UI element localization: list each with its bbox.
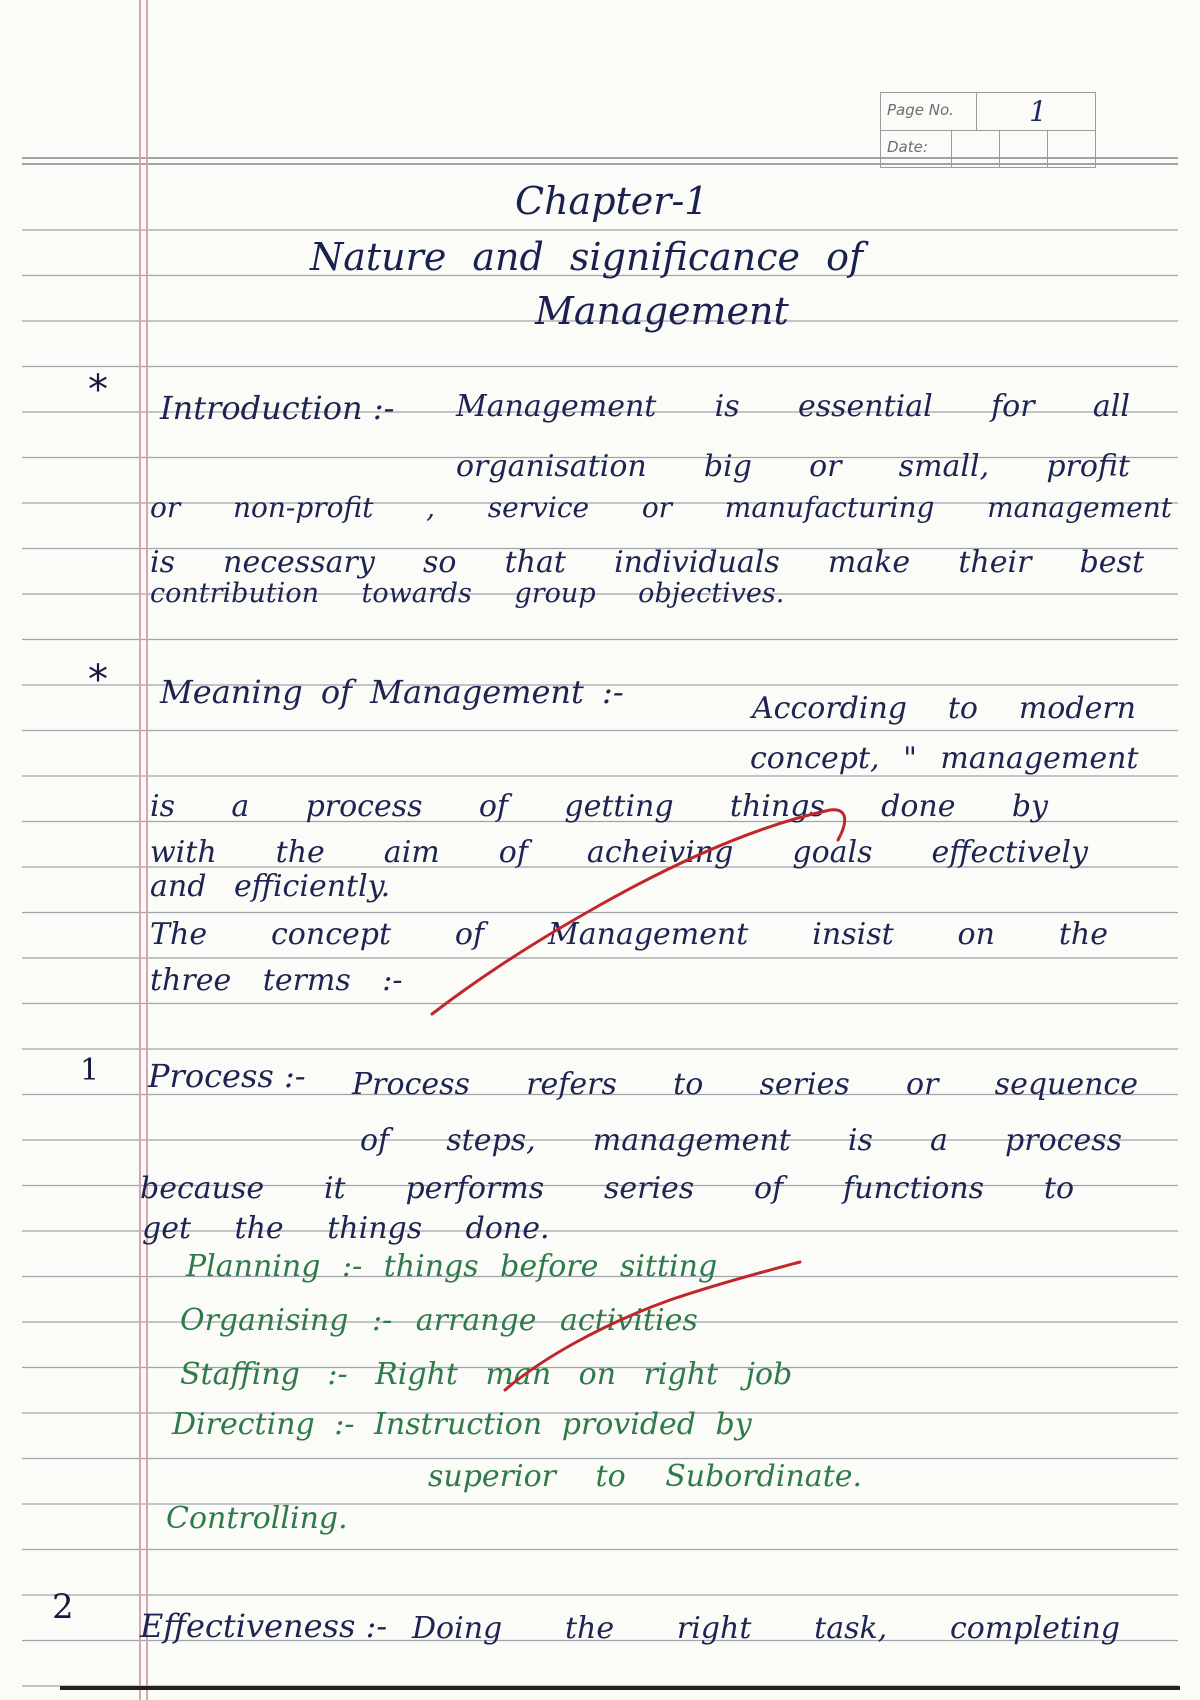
function-controlling: Controlling. <box>166 1501 348 1536</box>
meaning-line-3: is a process of getting things done by <box>150 789 1048 824</box>
point-1-number: 1 <box>80 1053 100 1088</box>
meaning-line-4: with the aim of acheiving goals effectively <box>150 835 1088 870</box>
introduction-line-1: Management is essential for all <box>456 389 1130 424</box>
page-no-label: Page No. <box>887 101 954 119</box>
point-1-line-1: Process refers to series or sequence <box>352 1067 1138 1102</box>
page-number-box <box>880 92 1096 168</box>
point-2-label: Effectiveness :- <box>140 1607 388 1645</box>
introduction-line-4: is necessary so that individuals make their best <box>150 545 1144 580</box>
introduction-line-3: or non-profit , service or manufacturing management <box>150 491 1172 524</box>
point-1-line-4: get the things done. <box>142 1211 550 1246</box>
introduction-label: Introduction :- <box>160 389 395 427</box>
meaning-line-7: three terms :- <box>150 963 403 998</box>
chapter-title-line1: Nature and significance of <box>310 235 864 279</box>
chapter-title-line2: Management <box>535 289 789 333</box>
bullet-star-introduction: * <box>88 367 108 413</box>
meaning-line-6: The concept of Management insist on the <box>150 917 1108 952</box>
meaning-line-1: According to modern <box>752 691 1136 726</box>
chapter-heading: Chapter-1 <box>515 179 709 223</box>
meaning-label: Meaning of Management :- <box>160 673 624 711</box>
meaning-line-5: and efficiently. <box>150 869 391 904</box>
bullet-star-meaning: * <box>88 657 108 703</box>
function-planning: Planning :- things before sitting <box>186 1249 718 1284</box>
introduction-line-5: contribution towards group objectives. <box>150 578 785 609</box>
date-label: Date: <box>887 138 928 156</box>
point-2-line-1: Doing the right task, completing <box>412 1611 1120 1646</box>
function-organising: Organising :- arrange activities <box>180 1303 698 1338</box>
page-no-value: 1 <box>1029 95 1047 128</box>
point-1-line-3: because it performs series of functions to <box>140 1171 1074 1206</box>
point-1-label: Process :- <box>148 1057 306 1095</box>
function-directing: Directing :- Instruction provided by <box>172 1407 752 1442</box>
meaning-line-2: concept, " management <box>750 741 1139 776</box>
point-2-number: 2 <box>52 1587 74 1627</box>
point-1-line-2: of steps, management is a process <box>360 1123 1122 1158</box>
function-directing-cont: superior to Subordinate. <box>428 1459 863 1494</box>
introduction-line-2: organisation big or small, profit <box>456 449 1130 484</box>
function-staffing: Staffing :- Right man on right job <box>180 1357 793 1392</box>
